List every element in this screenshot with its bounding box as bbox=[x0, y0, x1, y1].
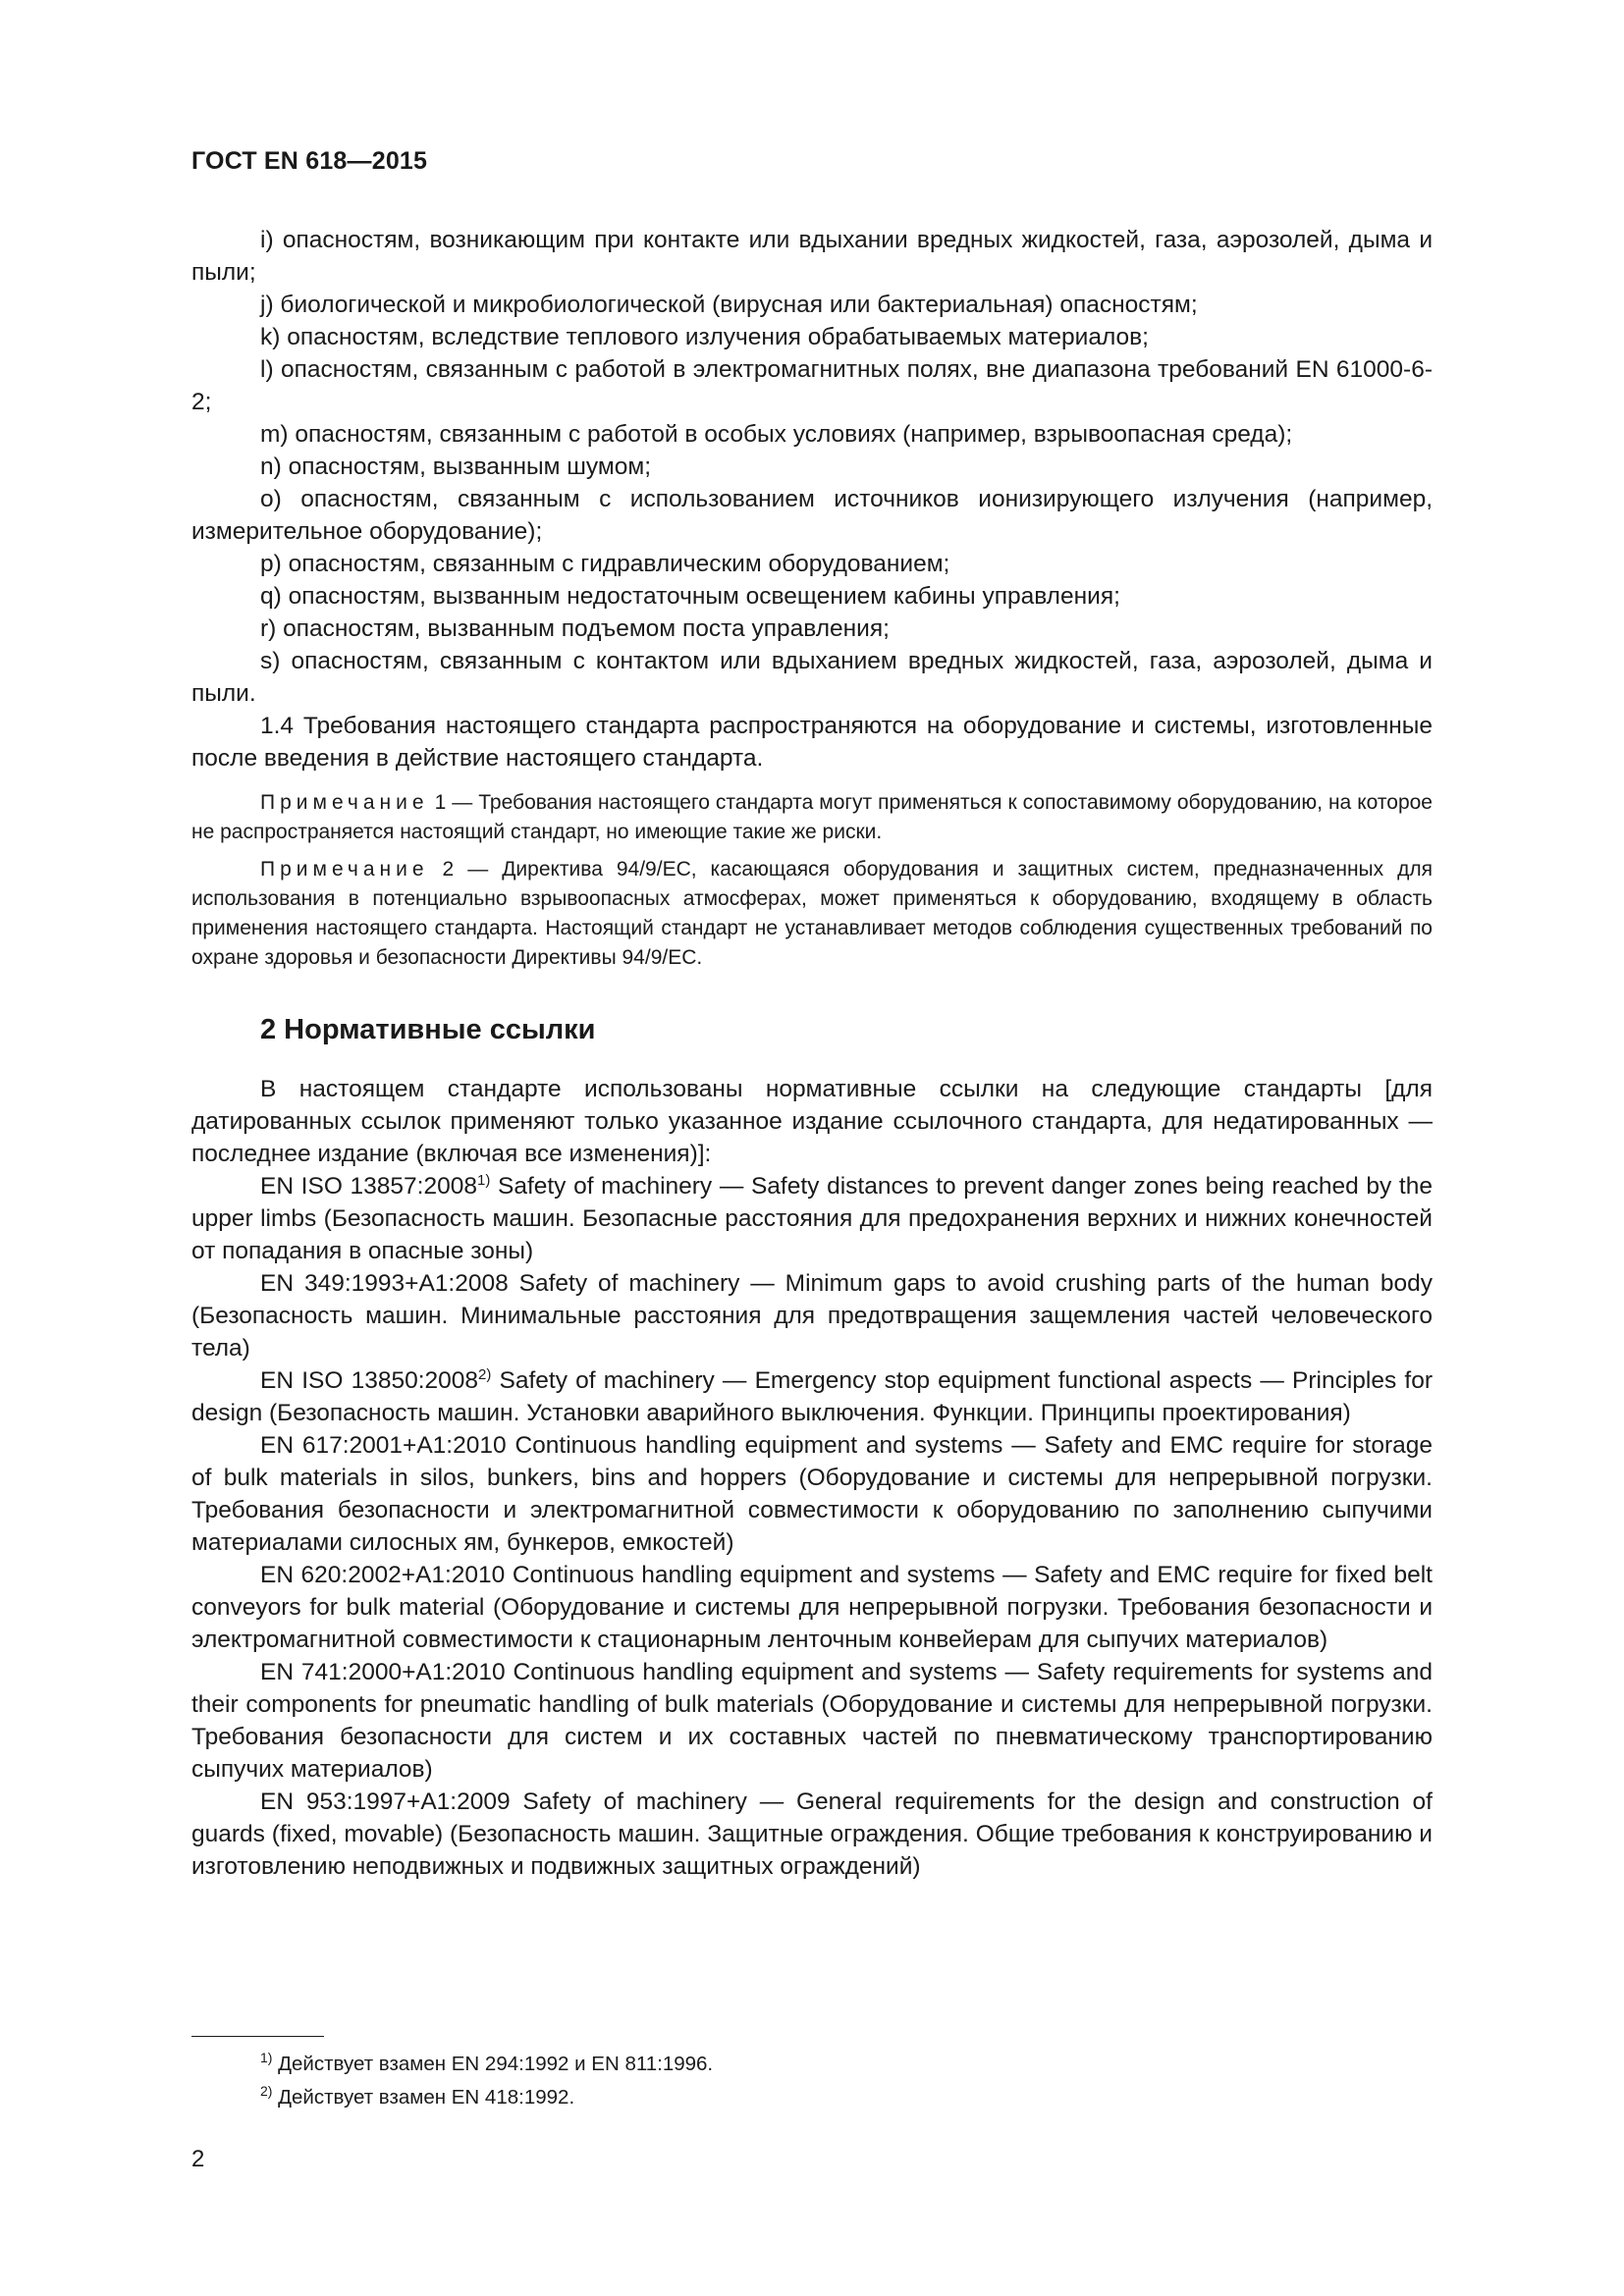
reference-code: EN 953:1997+A1:2009 bbox=[260, 1789, 511, 1815]
reference-text: Safety of machinery — Emergency stop equipment functional aspects — Principles for design (Безопасность машин. Установки аварийного выключения. Функции. Принципы проектирования) bbox=[191, 1367, 1433, 1426]
reference-code: EN 617:2001+A1:2010 bbox=[260, 1432, 507, 1459]
reference-text: Continuous handling equipment and systems — Safety and EMC require for fixed belt conveyors for bulk material (Оборудование и системы для непрерывной погрузки. Требования безопасности и электромагнитной совместимости к стационарным ленточным конвейерам для сыпучих материалов) bbox=[191, 1562, 1433, 1653]
reference-item bbox=[191, 1364, 1433, 1429]
note-2 bbox=[191, 855, 1433, 973]
reference-item bbox=[191, 1559, 1433, 1656]
footnote bbox=[191, 2081, 1433, 2114]
reference-text: Continuous handling equipment and systems — Safety requirements for systems and their components for pneumatic handling of bulk materials (Оборудование и системы для непрерывной погрузки. Требования безопасности для систем и их составных частей по пневматическому транспортированию сыпучих материалов) bbox=[191, 1659, 1434, 1783]
note-1 bbox=[191, 788, 1433, 847]
note-label: Примечание bbox=[260, 858, 429, 881]
hazard-list bbox=[191, 224, 1433, 710]
reference-code: EN 349:1993+A1:2008 bbox=[260, 1270, 509, 1297]
section-title: 2 Нормативные ссылки bbox=[260, 1014, 596, 1045]
footnote-text: Действует взамен EN 418:1992. bbox=[272, 2086, 575, 2109]
reference-text: Safety of machinery — Minimum gaps to avoid crushing parts of the human body (Безопасность машин. Минимальные расстояния для предотвращения защемления частей человеческого тела) bbox=[191, 1270, 1433, 1362]
list-item: l) опасностям, связанным с работой в электромагнитных полях, вне диапазона требований EN 61000-6-2; bbox=[191, 356, 1433, 415]
note-text: 1 — Требования настоящего стандарта могут применяться к сопоставимому оборудованию, на которое не распространяется настоящий стандарт, но имеющие такие же риски. bbox=[191, 791, 1433, 843]
list-item: s) опасностям, связанным с контактом или вдыханием вредных жидкостей, газа, аэрозолей, дыма и пыли. bbox=[191, 648, 1433, 707]
footnote-mark: 1) bbox=[260, 2050, 273, 2065]
reference-code: EN 620:2002+A1:2010 bbox=[260, 1562, 506, 1588]
page-body bbox=[191, 224, 1433, 1883]
running-header: ГОСТ EN 618—2015 bbox=[191, 147, 428, 175]
reference-text: Safety of machinery — Safety distances to prevent danger zones being reached by the upper limbs (Безопасность машин. Безопасные расстояния для предохранения верхних и нижних конечностей от попадания в опасные зоны) bbox=[191, 1173, 1433, 1264]
reference-code: EN ISO 13850:2008 bbox=[260, 1367, 479, 1394]
reference-item bbox=[191, 1656, 1433, 1786]
list-item: p) опасностям, связанным с гидравлическим оборудованием; bbox=[260, 551, 950, 577]
list-item: r) опасностям, вызванным подъемом поста управления; bbox=[260, 615, 890, 642]
reference-text: Continuous handling equipment and systems — Safety and EMC require for storage of bulk materials in silos, bunkers, bins and hoppers (Оборудование и системы для непрерывной погрузки. Требования безопасности и электромагнитной совместимости к оборудованию по заполнению сыпучими материалами силосных ям, бункеров, емкостей) bbox=[191, 1432, 1433, 1556]
footnote-mark: 2) bbox=[260, 2083, 273, 2099]
notes bbox=[191, 788, 1433, 973]
note-text: 2 — Директива 94/9/ЕС, касающаяся оборудования и защитных систем, предназначенных для использования в потенциально взрывоопасных атмосферах, может применяться к оборудованию, входящему в область применения настоящего стандарта. Настоящий стандарт не устанавливает методов соблюдения существенных требований по охране здоровья и безопасности Директивы 94/9/ЕС. bbox=[191, 858, 1433, 969]
clause-1-4: 1.4 Требования настоящего стандарта распространяются на оборудование и системы, изготовленные после введения в действие настоящего стандарта. bbox=[191, 713, 1433, 772]
list-item: j) биологической и микробиологической (вирусная или бактериальная) опасностям; bbox=[260, 292, 1198, 318]
footnote-ref: 1) bbox=[476, 1172, 491, 1189]
section-intro: В настоящем стандарте использованы нормативные ссылки на следующие стандарты [для датированных ссылок применяют только указанное издание ссылочного стандарта, для недатированных — последнее издание (включая все изменения)]: bbox=[191, 1076, 1433, 1167]
reference-code: EN ISO 13857:2008 bbox=[260, 1173, 477, 1200]
footnote-divider bbox=[191, 2036, 324, 2037]
reference-item bbox=[191, 1267, 1433, 1364]
footnotes bbox=[191, 2048, 1433, 2114]
footnote-ref: 2) bbox=[478, 1366, 492, 1383]
list-item: i) опасностям, возникающим при контакте или вдыхании вредных жидкостей, газа, аэрозолей, дыма и пыли; bbox=[191, 227, 1433, 286]
reference-item bbox=[191, 1786, 1433, 1883]
list-item: n) опасностям, вызванным шумом; bbox=[260, 454, 652, 480]
list-item: q) опасностям, вызванным недостаточным освещением кабины управления; bbox=[260, 583, 1120, 610]
list-item: k) опасностям, вследствие теплового излучения обрабатываемых материалов; bbox=[260, 324, 1149, 350]
page-number: 2 bbox=[191, 2146, 205, 2172]
reference-item bbox=[191, 1170, 1433, 1267]
footnote-text: Действует взамен EN 294:1992 и EN 811:1996. bbox=[272, 2053, 714, 2075]
reference-list bbox=[191, 1170, 1433, 1883]
reference-text: Safety of machinery — General requirements for the design and construction of guards (fixed, movable) (Безопасность машин. Защитные ограждения. Общие требования к конструированию и изготовлению неподвижных и подвижных защитных ограждений) bbox=[191, 1789, 1433, 1880]
list-item: m) опасностям, связанным с работой в особых условиях (например, взрывоопасная среда); bbox=[260, 421, 1293, 448]
note-label: Примечание bbox=[260, 791, 429, 814]
reference-code: EN 741:2000+A1:2010 bbox=[260, 1659, 506, 1685]
list-item: o) опасностям, связанным с использованием источников ионизирующего излучения (например, измерительное оборудование); bbox=[191, 486, 1433, 545]
footnote bbox=[191, 2048, 1433, 2081]
reference-item bbox=[191, 1429, 1433, 1559]
